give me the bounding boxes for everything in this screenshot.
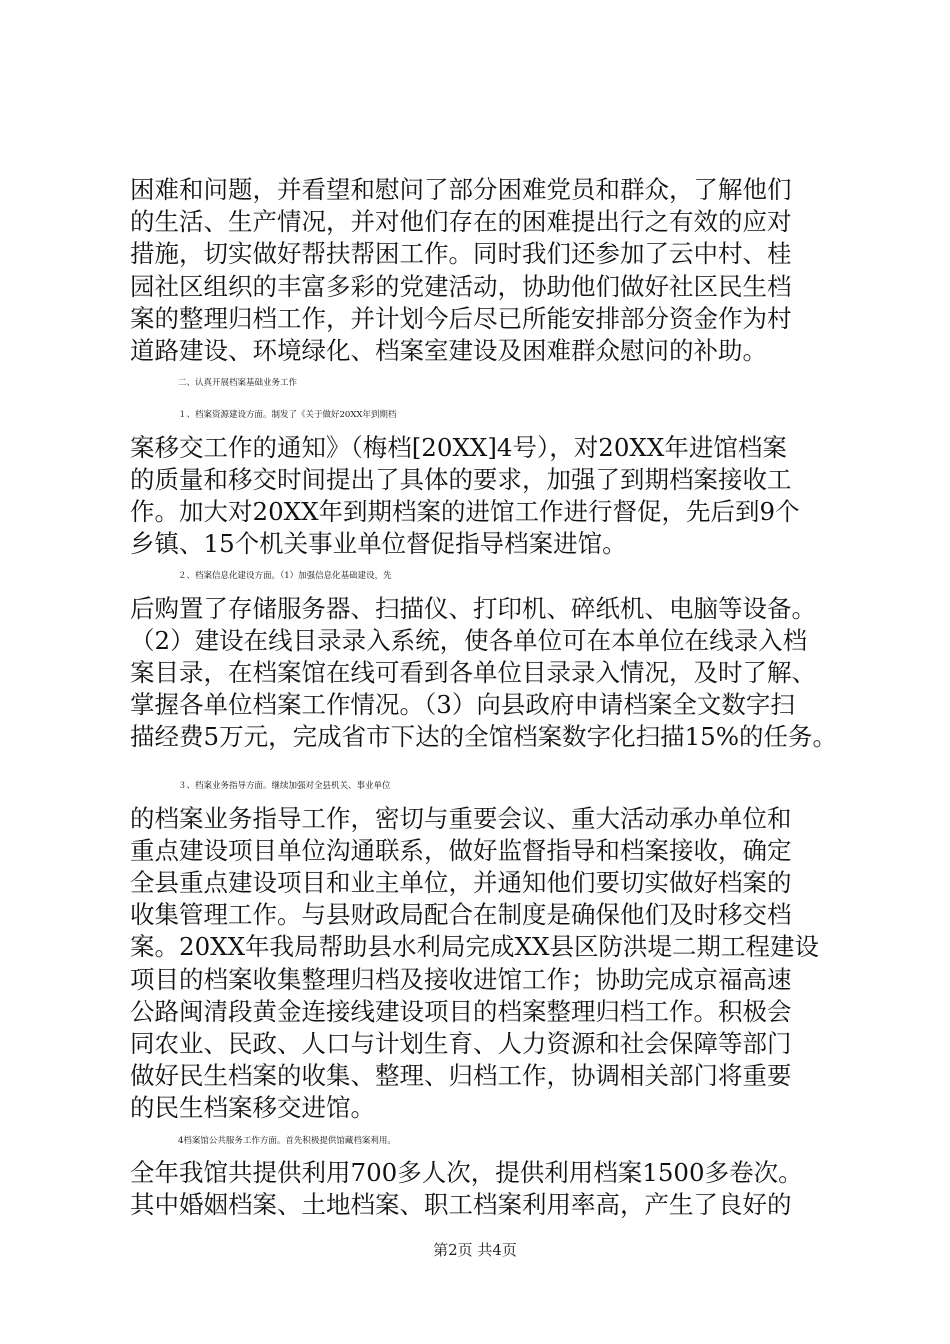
text-line: 困难和问题，并看望和慰问了部分困难党员和群众，了解他们 bbox=[130, 175, 792, 204]
text-line: （2）建设在线目录录入系统，使各单位可在本单位在线录入档 bbox=[130, 625, 808, 655]
text-line: ２、档案信息化建设方面。（1）加强信息化基础建设，先 bbox=[178, 571, 392, 582]
text-line: 同农业、民政、人口与计划生育、人力资源和社会保障等部门 bbox=[130, 1029, 792, 1059]
text-line: 案移交工作的通知》（梅档[20XX]4号），对20XX年进馆档案 bbox=[130, 432, 787, 462]
text-line: 的档案业务指导工作，密切与重要会议、重大活动承办单位和 bbox=[130, 803, 792, 833]
text-line: 案的整理归档工作，并计划今后尽已所能安排部分资金作为村 bbox=[130, 303, 792, 333]
text-line: 道路建设、环境绿化、档案室建设及困难群众慰问的补助。 bbox=[130, 335, 767, 365]
text-line: 其中婚姻档案、土地档案、职工档案利用率高，产生了良好的 bbox=[130, 1190, 792, 1219]
text-line: 全县重点建设项目和业主单位，并通知他们要切实做好档案的 bbox=[130, 868, 792, 898]
text-line: 的民生档案移交进馆。 bbox=[130, 1093, 375, 1123]
text-line: 全年我馆共提供利用700多人次，提供利用档案1500多卷次。 bbox=[130, 1157, 803, 1187]
text-line: 乡镇、15个机关事业单位督促指导档案进馆。 bbox=[130, 529, 627, 559]
text-line: 项目的档案收集整理归档及接收进馆工作；协助完成京福高速 bbox=[130, 964, 792, 994]
text-line: 的质量和移交时间提出了具体的要求，加强了到期档案接收工 bbox=[130, 464, 792, 494]
text-line: 的生活、生产情况，并对他们存在的困难提出行之有效的应对 bbox=[130, 207, 792, 237]
text-line: 后购置了存储服务器、扫描仪、打印机、碎纸机、电脑等设备。 bbox=[130, 593, 816, 623]
text-line: 公路闽清段黄金连接线建设项目的档案整理归档工作。积极会 bbox=[130, 996, 792, 1026]
text-line: 收集管理工作。与县财政局配合在制度是确保他们及时移交档 bbox=[130, 900, 792, 930]
text-line: 案。20XX年我局帮助县水利局完成XX县区防洪堤二期工程建设 bbox=[130, 932, 819, 962]
text-line: 4档案馆公共服务工作方面。首先积极提供馆藏档案利用。 bbox=[178, 1135, 396, 1146]
text-line: 掌握各单位档案工作情况。（3）向县政府申请档案全文数字扫 bbox=[130, 690, 795, 720]
text-line: 措施，切实做好帮扶帮困工作。同时我们还参加了云中村、桂 bbox=[130, 239, 792, 269]
section-heading: 二、认真开展档案基础业务工作 bbox=[178, 378, 298, 389]
text-line: 重点建设项目单位沟通联系，做好监督指导和档案接收，确定 bbox=[130, 835, 792, 865]
text-line: ３、档案业务指导方面。继续加强对全县机关、事业单位 bbox=[178, 781, 391, 792]
text-line: １、档案资源建设方面。制发了《关于做好20XX年到期档 bbox=[178, 410, 397, 421]
text-line: 作。加大对20XX年到期档案的进馆工作进行督促，先后到9个 bbox=[130, 496, 800, 526]
text-line: 案目录，在档案馆在线可看到各单位目录录入情况，及时了解、 bbox=[130, 657, 816, 687]
page-number-footer: 第2页 共4页 bbox=[433, 1241, 517, 1259]
text-line: 做好民生档案的收集、整理、归档工作，协调相关部门将重要 bbox=[130, 1061, 792, 1091]
text-line: 园社区组织的丰富多彩的党建活动，协助他们做好社区民生档 bbox=[130, 271, 792, 301]
text-line: 描经费5万元，完成省市下达的全馆档案数字化扫描15%的任务。 bbox=[130, 722, 838, 752]
